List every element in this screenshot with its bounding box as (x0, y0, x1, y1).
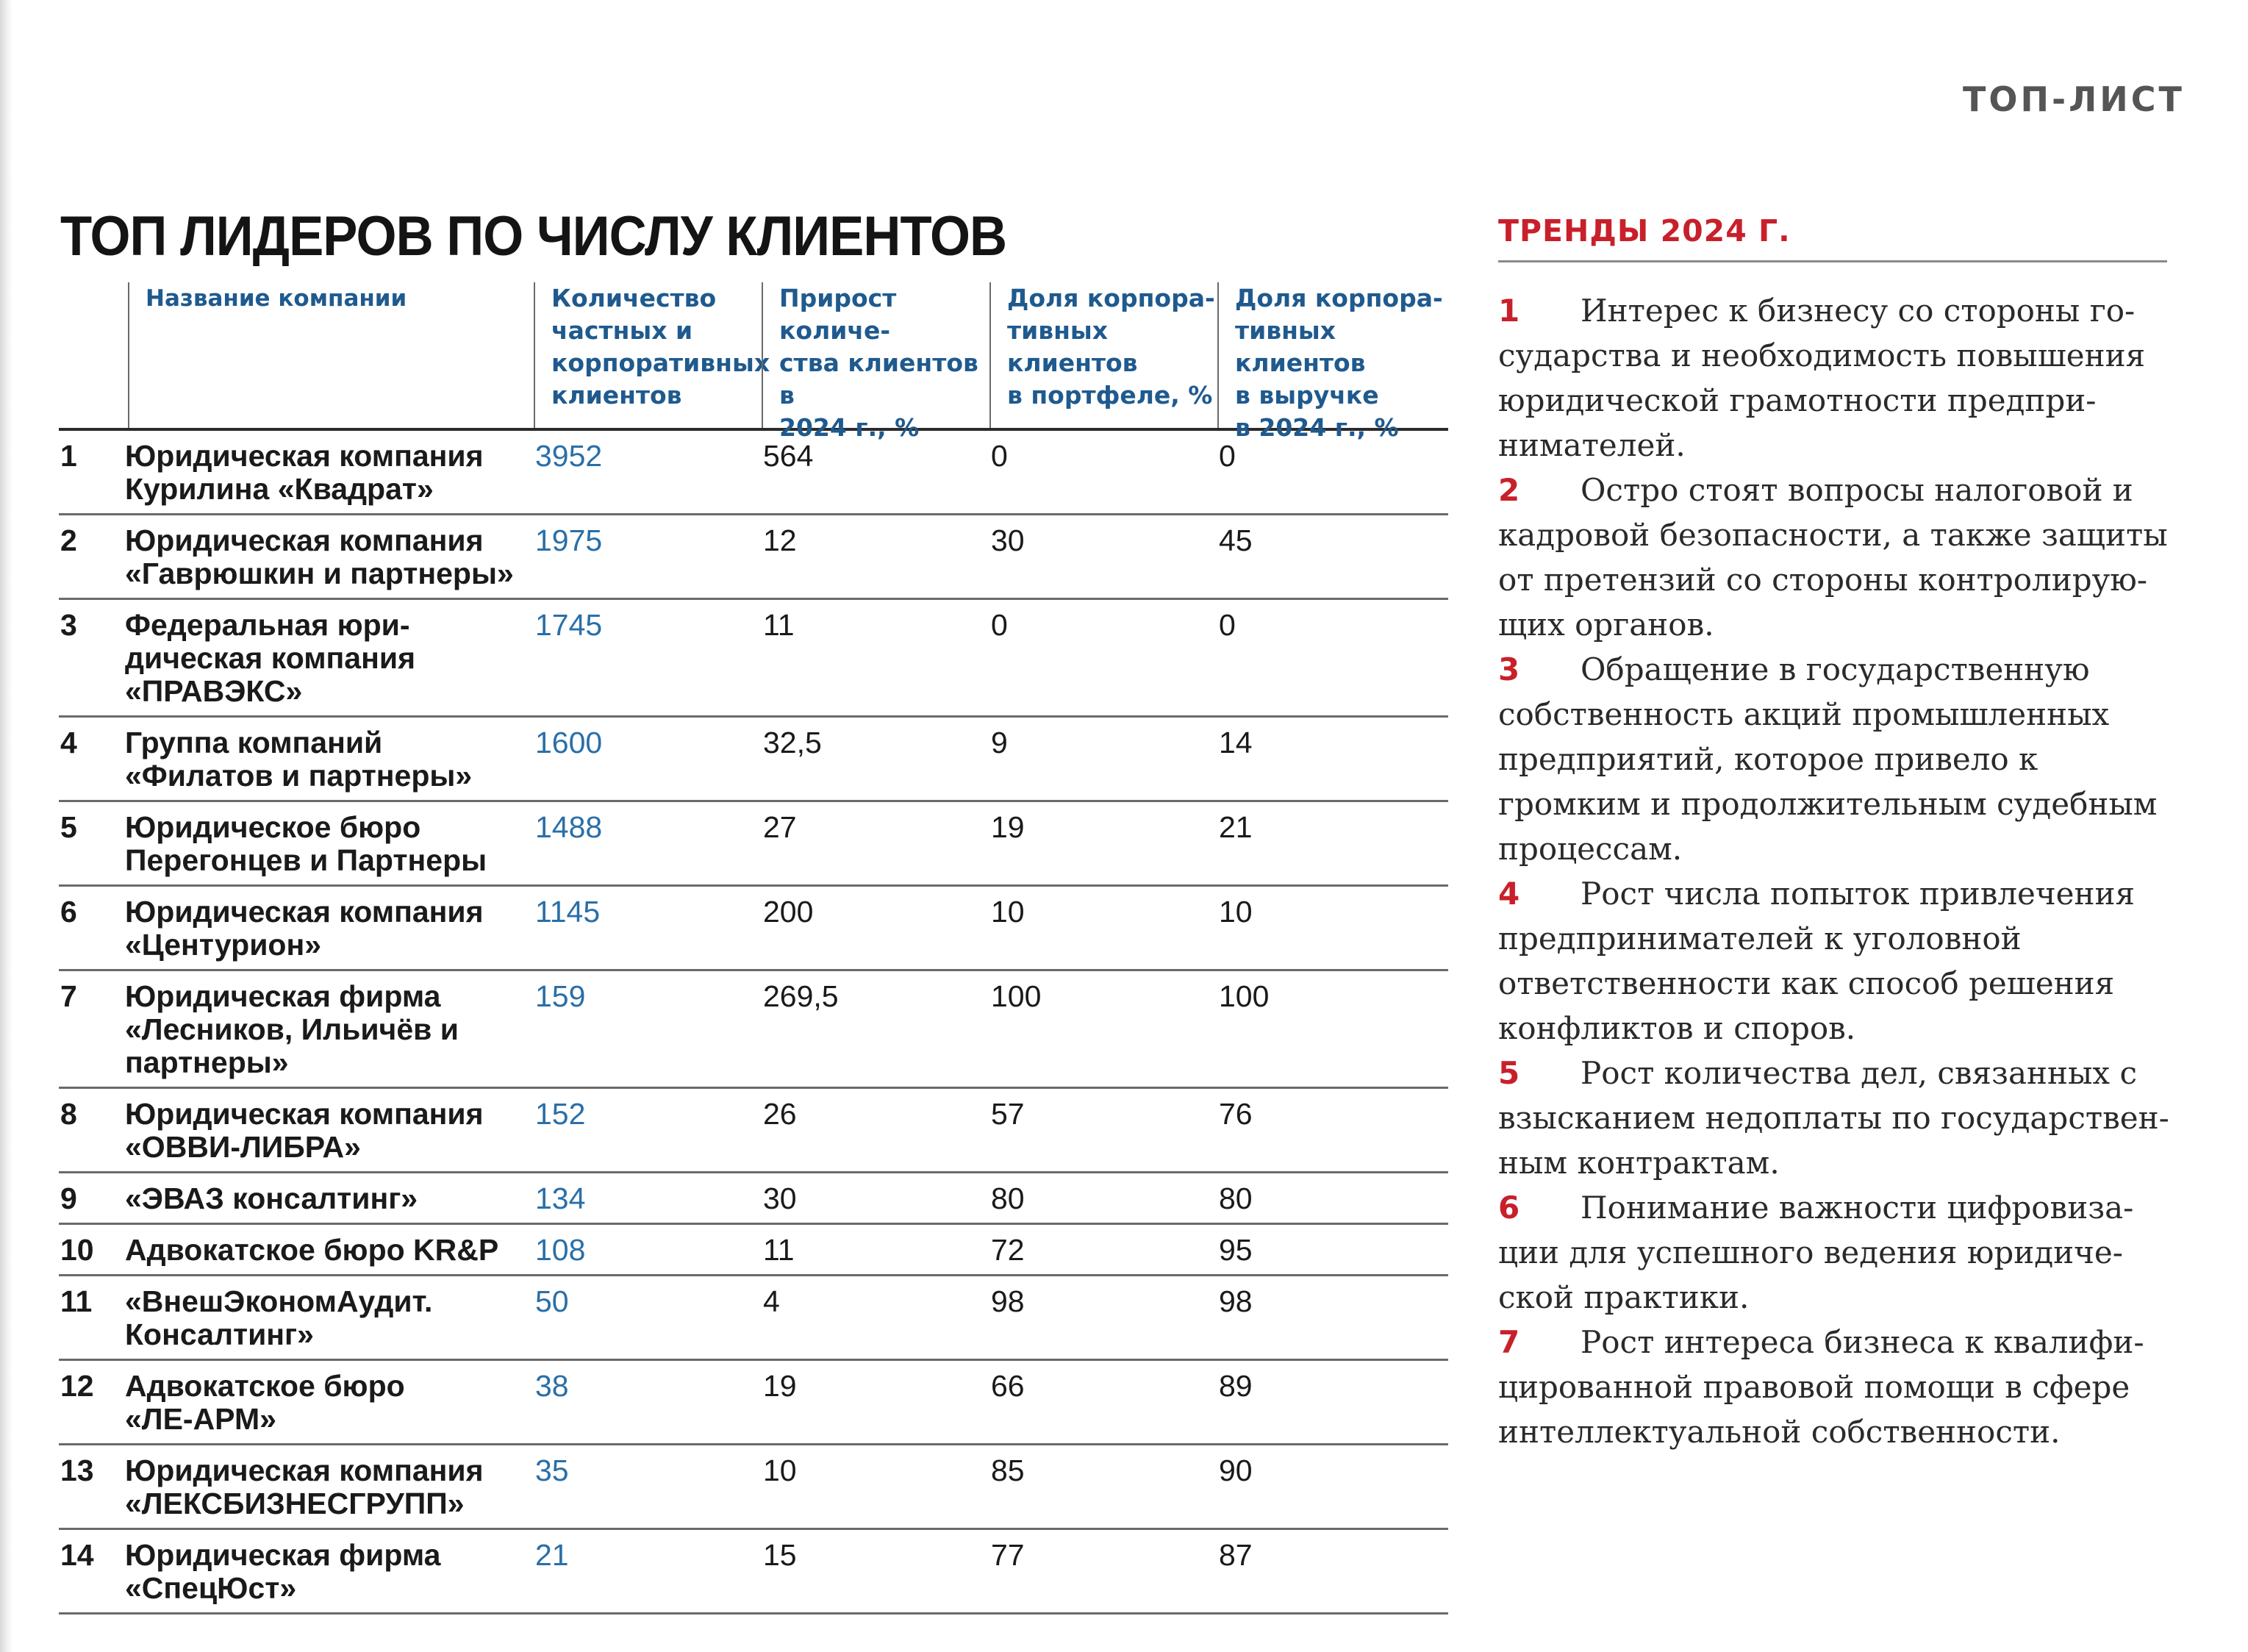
row-clients: 1488 (535, 810, 603, 844)
row-growth: 200 (763, 895, 814, 929)
row-growth: 32,5 (763, 726, 822, 759)
row-rank: 1 (60, 439, 77, 473)
header-clients-count: Количество частных и корпоративных клиентов (534, 282, 762, 428)
row-corp-portfolio: 72 (991, 1233, 1025, 1267)
row-clients: 1975 (535, 523, 603, 557)
page-edge-shadow (0, 0, 13, 1652)
trend-number: 4 (1498, 876, 1520, 912)
row-corp-revenue: 87 (1219, 1538, 1253, 1572)
row-corp-revenue: 10 (1219, 895, 1253, 929)
row-corp-revenue: 0 (1219, 608, 1236, 642)
row-rank: 14 (60, 1538, 94, 1572)
row-company-name: Юридическая компания «Гаврюшкин и партнеры» (125, 523, 514, 590)
row-clients: 1145 (535, 895, 601, 929)
leaders-table (59, 276, 1448, 1615)
row-corp-revenue: 14 (1219, 726, 1253, 759)
row-corp-portfolio: 85 (991, 1453, 1025, 1487)
table-row (59, 718, 1448, 802)
table-row (59, 1276, 1448, 1361)
row-corp-portfolio: 30 (991, 523, 1025, 557)
trends-title: ТРЕНДЫ 2024 Г. (1498, 213, 1791, 248)
row-growth: 10 (763, 1453, 797, 1487)
row-corp-revenue: 95 (1219, 1233, 1253, 1267)
trend-number: 7 (1498, 1324, 1520, 1360)
row-company-name: Юридическая компания Курилина «Квадрат» (125, 439, 484, 506)
row-corp-portfolio: 98 (991, 1284, 1025, 1318)
row-company-name: Адвокатское бюро «ЛЕ-АРМ» (125, 1369, 405, 1436)
row-company-name: Юридическое бюро Перегонцев и Партнеры (125, 810, 487, 877)
header-corporate-revenue-share: Доля корпора- тивных клиентов в выручке в 2024 г., % (1217, 282, 1448, 428)
row-company-name: Группа компаний «Филатов и партнеры» (125, 726, 473, 793)
header-clients-growth: Прирост количе- ства клиентов в 2024 г., % (762, 282, 989, 428)
header-company-name: Название компании (128, 282, 540, 428)
row-corp-revenue: 100 (1219, 979, 1270, 1013)
row-rank: 13 (60, 1453, 94, 1487)
trend-number: 3 (1498, 651, 1520, 687)
trend-item: 7 Рост интереса бизнеса к квалифи- цированной правовой помощи в сфере интеллектуальной собственности. (1498, 1320, 2174, 1454)
table-row (59, 1173, 1448, 1225)
row-clients: 159 (535, 979, 586, 1013)
row-corp-portfolio: 0 (991, 608, 1008, 642)
row-rank: 3 (60, 608, 77, 642)
table-row (59, 971, 1448, 1089)
row-clients: 35 (535, 1453, 569, 1487)
row-corp-revenue: 90 (1219, 1453, 1253, 1487)
row-clients: 108 (535, 1233, 586, 1267)
table-row (59, 1445, 1448, 1530)
row-corp-portfolio: 9 (991, 726, 1008, 759)
trend-number: 1 (1498, 293, 1520, 329)
trend-item: 3 Обращение в государственную собственность акций промышленных предприятий, которое привело к громким и продолжительным судебным процессам. (1498, 647, 2174, 871)
trends-divider (1498, 260, 2167, 262)
row-company-name: Юридическая фирма «Лесников, Ильичёв и партнеры» (125, 979, 459, 1079)
row-corp-portfolio: 0 (991, 439, 1008, 473)
row-clients: 3952 (535, 439, 603, 473)
section-label: ТОП-ЛИСТ (1963, 79, 2185, 119)
table-row (59, 887, 1448, 971)
row-rank: 8 (60, 1097, 77, 1131)
row-rank: 10 (60, 1233, 94, 1267)
table-row (59, 515, 1448, 600)
row-corp-revenue: 21 (1219, 810, 1253, 844)
row-clients: 152 (535, 1097, 586, 1131)
trend-item: 2 Остро стоят вопросы налоговой и кадровой безопасности, а также защиты от претензий со стороны контролирую- щих органов. (1498, 468, 2174, 647)
row-company-name: Юридическая компания «Центурион» (125, 895, 484, 962)
row-company-name: «ВнешЭкономАудит. Консалтинг» (125, 1284, 433, 1351)
trend-item: 1 Интерес к бизнесу со стороны го- сударства и необходимость повышения юридической грамотности предпри- нимателей. (1498, 288, 2174, 468)
row-rank: 5 (60, 810, 77, 844)
row-company-name: Юридическая фирма «СпецЮст» (125, 1538, 441, 1605)
row-growth: 269,5 (763, 979, 839, 1013)
row-corp-revenue: 98 (1219, 1284, 1253, 1318)
table-row (59, 1225, 1448, 1276)
row-corp-revenue: 76 (1219, 1097, 1253, 1131)
trend-number: 6 (1498, 1190, 1520, 1226)
row-rank: 7 (60, 979, 77, 1013)
row-rank: 9 (60, 1181, 77, 1215)
row-growth: 12 (763, 523, 797, 557)
row-clients: 1600 (535, 726, 603, 759)
table-row (59, 1361, 1448, 1445)
trend-item: 4 Рост числа попыток привлечения предпринимателей к уголовной ответственности как способ решения конфликтов и споров. (1498, 871, 2174, 1051)
row-clients: 38 (535, 1369, 569, 1403)
trends-list (1498, 288, 2174, 1454)
header-corporate-portfolio-share: Доля корпора- тивных клиентов в портфеле, % (989, 282, 1217, 428)
row-corp-portfolio: 80 (991, 1181, 1025, 1215)
table-row (59, 802, 1448, 887)
row-corp-portfolio: 100 (991, 979, 1042, 1013)
row-rank: 4 (60, 726, 77, 759)
table-row (59, 1530, 1448, 1615)
row-growth: 27 (763, 810, 797, 844)
row-rank: 6 (60, 895, 77, 929)
row-corp-portfolio: 66 (991, 1369, 1025, 1403)
row-company-name: Юридическая компания «ОВВИ-ЛИБРА» (125, 1097, 484, 1164)
row-clients: 21 (535, 1538, 569, 1572)
row-company-name: «ЭВАЗ консалтинг» (125, 1181, 418, 1215)
table-header (59, 276, 1448, 442)
row-growth: 11 (763, 608, 795, 642)
row-company-name: Юридическая компания «ЛЕКСБИЗНЕСГРУПП» (125, 1453, 484, 1520)
row-clients: 1745 (535, 608, 603, 642)
row-company-name: Федеральная юри- дическая компания «ПРАВЭКС» (125, 608, 416, 708)
table-title: ТОП ЛИДЕРОВ ПО ЧИСЛУ КЛИЕНТОВ (60, 205, 1007, 268)
row-corp-revenue: 80 (1219, 1181, 1253, 1215)
row-clients: 134 (535, 1181, 586, 1215)
row-corp-revenue: 0 (1219, 439, 1236, 473)
trend-item: 6 Понимание важности цифровиза- ции для успешного ведения юридиче- ской практики. (1498, 1185, 2174, 1320)
row-growth: 4 (763, 1284, 780, 1318)
row-clients: 50 (535, 1284, 569, 1318)
table-row (59, 431, 1448, 515)
row-corp-revenue: 45 (1219, 523, 1253, 557)
table-row (59, 600, 1448, 718)
trend-item: 5 Рост количества дел, связанных с взысканием недоплаты по государствен- ным контрактам. (1498, 1051, 2174, 1185)
row-rank: 11 (60, 1284, 93, 1318)
row-corp-portfolio: 19 (991, 810, 1025, 844)
row-corp-portfolio: 57 (991, 1097, 1025, 1131)
row-corp-portfolio: 10 (991, 895, 1025, 929)
trend-number: 2 (1498, 472, 1520, 508)
row-growth: 15 (763, 1538, 797, 1572)
row-growth: 30 (763, 1181, 797, 1215)
row-corp-revenue: 89 (1219, 1369, 1253, 1403)
row-growth: 564 (763, 439, 814, 473)
row-growth: 19 (763, 1369, 797, 1403)
row-corp-portfolio: 77 (991, 1538, 1025, 1572)
row-growth: 26 (763, 1097, 797, 1131)
table-row (59, 1089, 1448, 1173)
row-growth: 11 (763, 1233, 795, 1267)
row-rank: 2 (60, 523, 77, 557)
row-rank: 12 (60, 1369, 94, 1403)
trend-number: 5 (1498, 1055, 1520, 1091)
row-company-name: Адвокатское бюро KR&P (125, 1233, 499, 1267)
